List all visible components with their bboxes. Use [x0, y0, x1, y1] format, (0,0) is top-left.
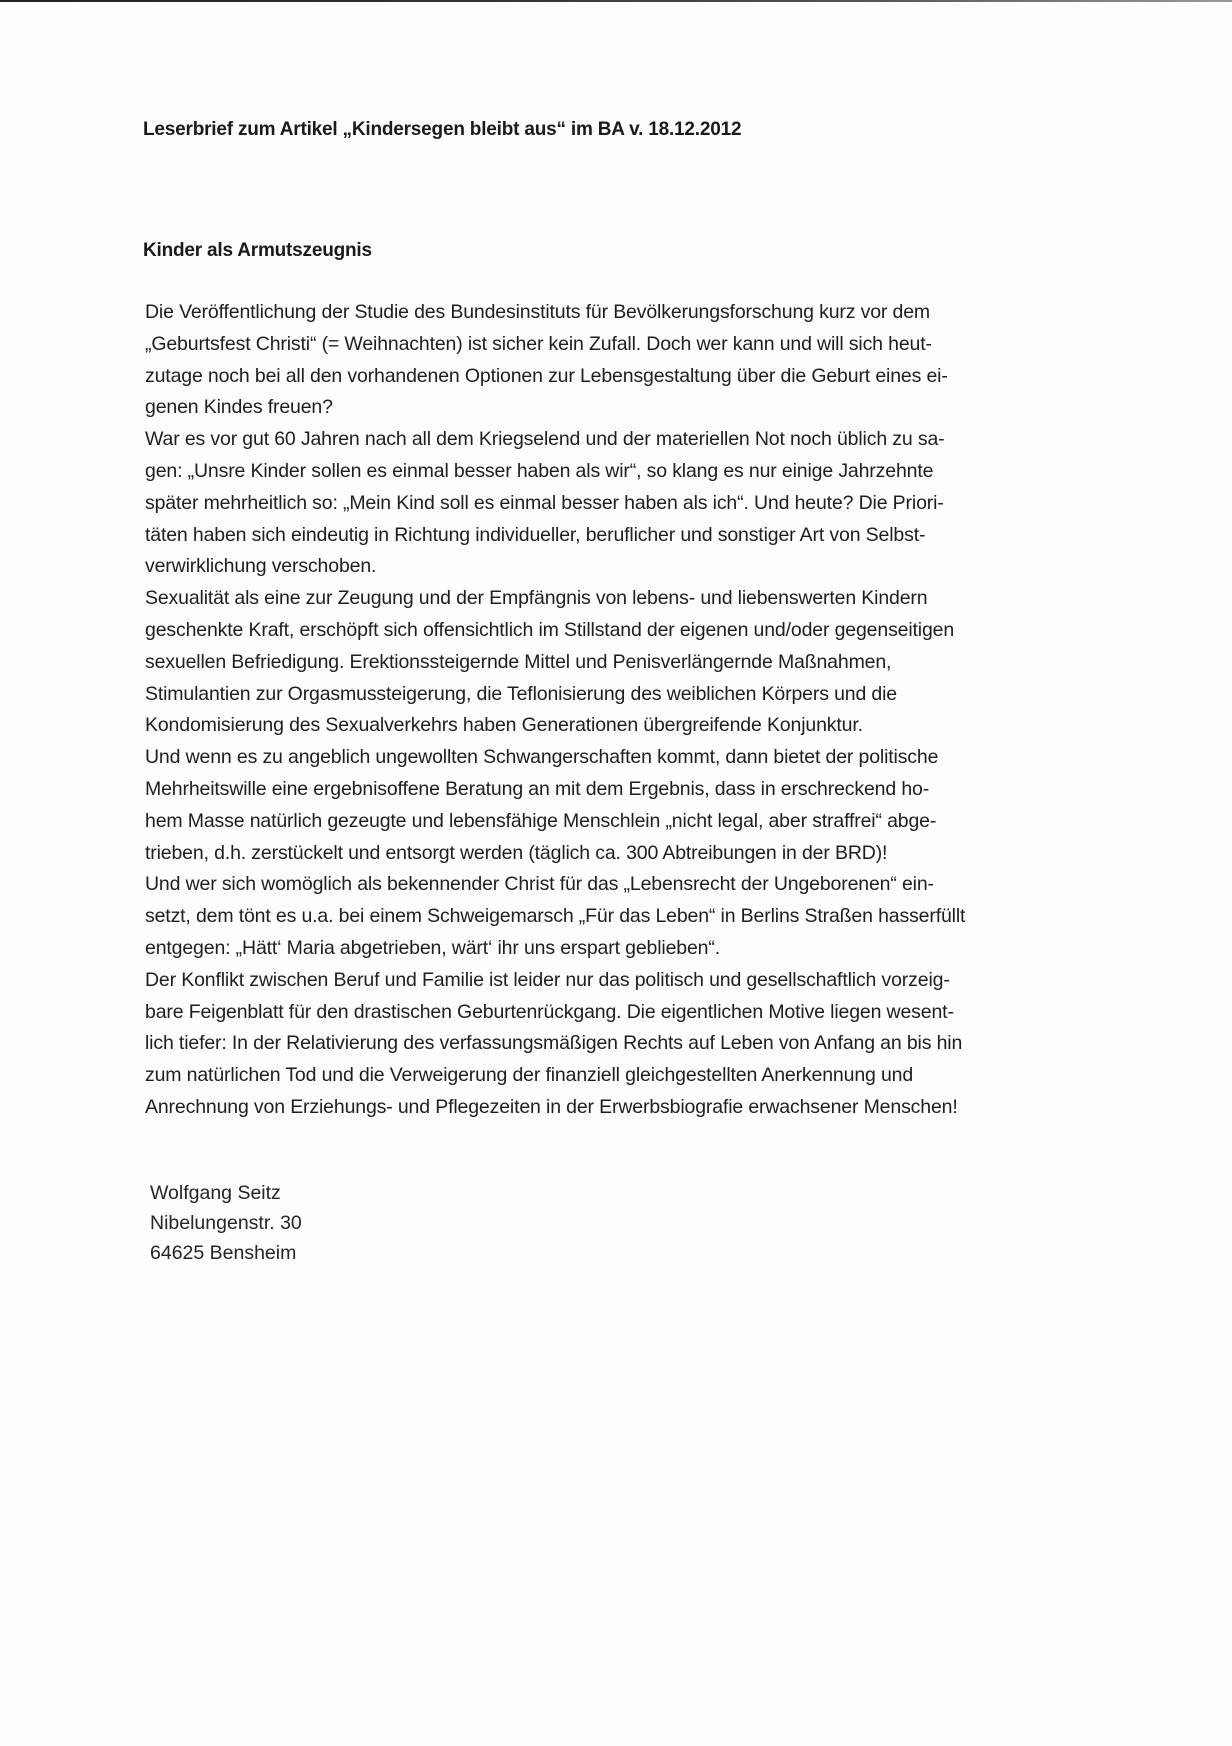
author-name: Wolfgang Seitz — [150, 1182, 281, 1204]
body-line: zutage noch bei all den vorhandenen Optionen zur Lebensgestaltung über die Geburt eines ei- — [145, 364, 948, 387]
body-line: Anrechnung von Erziehungs- und Pflegezeiten in der Erwerbsbiografie erwachsener Menschen! — [145, 1095, 958, 1118]
body-line: Und wer sich womöglich als bekennender Christ für das „Lebensrecht der Ungeborenen“ ein- — [145, 873, 934, 896]
body-line: verwirklichung verschoben. — [145, 555, 377, 578]
author-city: 64625 Bensheim — [150, 1242, 297, 1264]
body-line: „Geburtsfest Christi“ (= Weihnachten) ist sicher kein Zufall. Doch wer kann und will sich heut- — [145, 332, 932, 355]
author-street: Nibelungenstr. 30 — [150, 1212, 302, 1234]
body-line: zum natürlichen Tod und die Verweigerung der finanziell gleichgestellten Anerkennung und — [145, 1064, 914, 1087]
body-line: War es vor gut 60 Jahren nach all dem Kriegselend und der materiellen Not noch üblich zu sa- — [145, 428, 945, 451]
body-line: Stimulantien zur Orgasmussteigerung, die Teflonisierung des weiblichen Körpers und die — [145, 682, 897, 705]
body-line: entgegen: „Hätt‘ Maria abgetrieben, wärt‘ ihr uns erspart geblieben“. — [145, 936, 720, 959]
body-line: Mehrheitswille eine ergebnisoffene Beratung an mit dem Ergebnis, dass in erschreckend ho- — [145, 777, 930, 800]
scan-edge — [0, 0, 1232, 2]
body-line: bare Feigenblatt für den drastischen Geburtenrückgang. Die eigentlichen Motive liegen wesent- — [145, 1000, 954, 1023]
letter-title: Leserbrief zum Artikel „Kindersegen bleibt aus“ im BA v. 18.12.2012 — [143, 119, 742, 140]
body-line: Die Veröffentlichung der Studie des Bundesinstituts für Bevölkerungsforschung kurz vor dem — [145, 301, 931, 323]
letter-body — [145, 297, 1145, 1124]
body-line: sexuellen Befriedigung. Erektionssteigernde Mittel und Penisverlängernde Maßnahmen, — [145, 650, 892, 673]
body-line: lich tiefer: In der Relativierung des verfassungsmäßigen Rechts auf Leben von Anfang an bis hin — [145, 1032, 963, 1055]
body-line: Der Konflikt zwischen Beruf und Familie ist leider nur das politisch und gesellschaftlich vorzeig- — [145, 968, 950, 991]
body-line: gen: „Unsre Kinder sollen es einmal besser haben als wir“, so klang es nur einige Jahrzehnte — [145, 459, 934, 482]
body-line: Sexualität als eine zur Zeugung und der Empfängnis von lebens- und liebenswerten Kindern — [145, 587, 928, 610]
body-line: Und wenn es zu angeblich ungewollten Schwangerschaften kommt, dann bietet der politische — [145, 746, 939, 769]
body-line: Kondomisierung des Sexualverkehrs haben Generationen übergreifende Konjunktur. — [145, 714, 863, 737]
body-line: hem Masse natürlich gezeugte und lebensfähige Menschlein „nicht legal, aber straffrei“ abge- — [145, 809, 937, 832]
letter-heading: Kinder als Armutszeugnis — [143, 240, 372, 261]
body-line: genen Kindes freuen? — [145, 396, 333, 419]
body-line: setzt, dem tönt es u.a. bei einem Schweigemarsch „Für das Leben“ in Berlins Straßen hasserfüllt — [145, 905, 966, 928]
body-line: täten haben sich eindeutig in Richtung individueller, beruflicher und sonstiger Art von Selbst- — [145, 523, 926, 546]
body-line: geschenkte Kraft, erschöpft sich offensichtlich im Stillstand der eigenen und/oder gegenseitigen — [145, 618, 955, 641]
body-line: trieben, d.h. zerstückelt und entsorgt werden (täglich ca. 300 Abtreibungen in der BRD)! — [145, 841, 888, 864]
signature-block — [150, 1178, 302, 1268]
body-line: später mehrheitlich so: „Mein Kind soll es einmal besser haben als ich“. Und heute? Die Priori- — [145, 491, 944, 514]
